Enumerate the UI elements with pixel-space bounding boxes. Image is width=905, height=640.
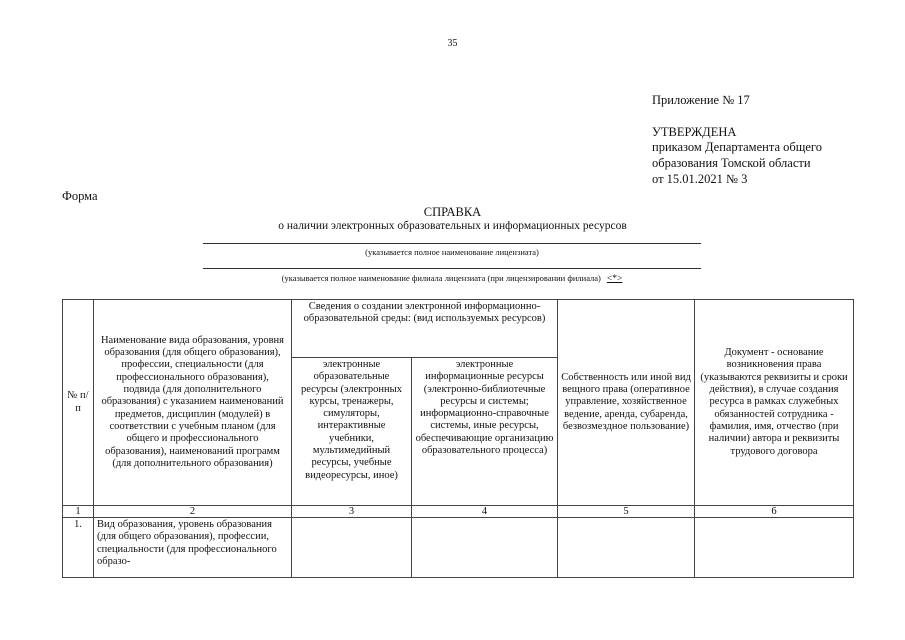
- row-basis-document: [695, 518, 854, 578]
- header-electronic-educational-resources: электронные образовательные ресурсы (электронных курсы, тренажеры, симуляторы, интерактивные учебники, мультимедийный ресурсы, учебные видеоресурсы, иное): [292, 358, 412, 506]
- header-ownership: Собственность или иной вид вещного права (оперативное управление, хозяйственное ведение, аренда, субаренда, безвозмездное пользование): [558, 300, 695, 506]
- column-number-4: 4: [412, 506, 558, 518]
- column-number-6: 6: [695, 506, 854, 518]
- appendix-label: Приложение № 17: [652, 93, 750, 107]
- form-label: Форма: [62, 189, 98, 203]
- column-number-5: 5: [558, 506, 695, 518]
- document-subtitle: о наличии электронных образовательных и информационных ресурсов: [278, 220, 627, 232]
- row-education-name: Вид образования, уровень образования (для общего образования), профессии, специальности (для профессионального образо-: [94, 518, 292, 578]
- header-number: № п/п: [63, 300, 94, 506]
- column-number-3: 3: [292, 506, 412, 518]
- row-educational-resources: [292, 518, 412, 578]
- approved-stamp-title: УТВЕРЖДЕНА: [652, 125, 737, 139]
- row-number: 1.: [63, 518, 94, 578]
- column-number-1: 1: [63, 506, 94, 518]
- approval-order-line-2: образования Томской области: [652, 156, 811, 170]
- header-education-name: Наименование вида образования, уровня образования (для общего образования), профессии, специальности (для профессионального образования), подвида (для дополнительного образования) с указанием наименований предметов, дисциплин (модулей) в соответствии с учебным планом (для общего и профессионального образования), наименований программ (для дополнительного образования): [94, 300, 292, 506]
- header-electronic-information-resources: электронные информационные ресурсы (электронно-библиотечные ресурсы и системы; информационно-справочные системы, иные ресурсы, обеспечивающие организацию образовательного процесса): [412, 358, 558, 506]
- row-ownership: [558, 518, 695, 578]
- resources-table: [62, 299, 854, 578]
- licensee-name-line: [203, 243, 701, 244]
- branch-name-line: [203, 268, 701, 269]
- page-number: 35: [447, 38, 458, 49]
- column-number-2: 2: [94, 506, 292, 518]
- row-information-resources: [412, 518, 558, 578]
- footnote-marker: <*>: [606, 274, 623, 284]
- document-title: СПРАВКА: [423, 205, 482, 219]
- approval-order-line-1: приказом Департамента общего: [652, 140, 822, 154]
- approval-order-line-3: от 15.01.2021 № 3: [652, 172, 748, 186]
- table-row: [63, 518, 854, 578]
- licensee-name-hint: (указывается полное наименование лицензиата): [365, 247, 539, 257]
- branch-name-hint-wrap: [60, 273, 844, 284]
- header-eios-group: Сведения о создании электронной информационно-образовательной среды: (вид используемых ресурсов): [292, 300, 558, 358]
- branch-name-hint: (указывается полное наименование филиала лицензиата (при лицензировании филиала): [281, 273, 601, 283]
- header-basis-document: Документ - основание возникновения права (указываются реквизиты и сроки действия), в случае создания ресурса в рамках служебных обязанностей сотрудника - фамилия, имя, отчество (при наличии) автора и реквизиты трудового договора: [695, 300, 854, 506]
